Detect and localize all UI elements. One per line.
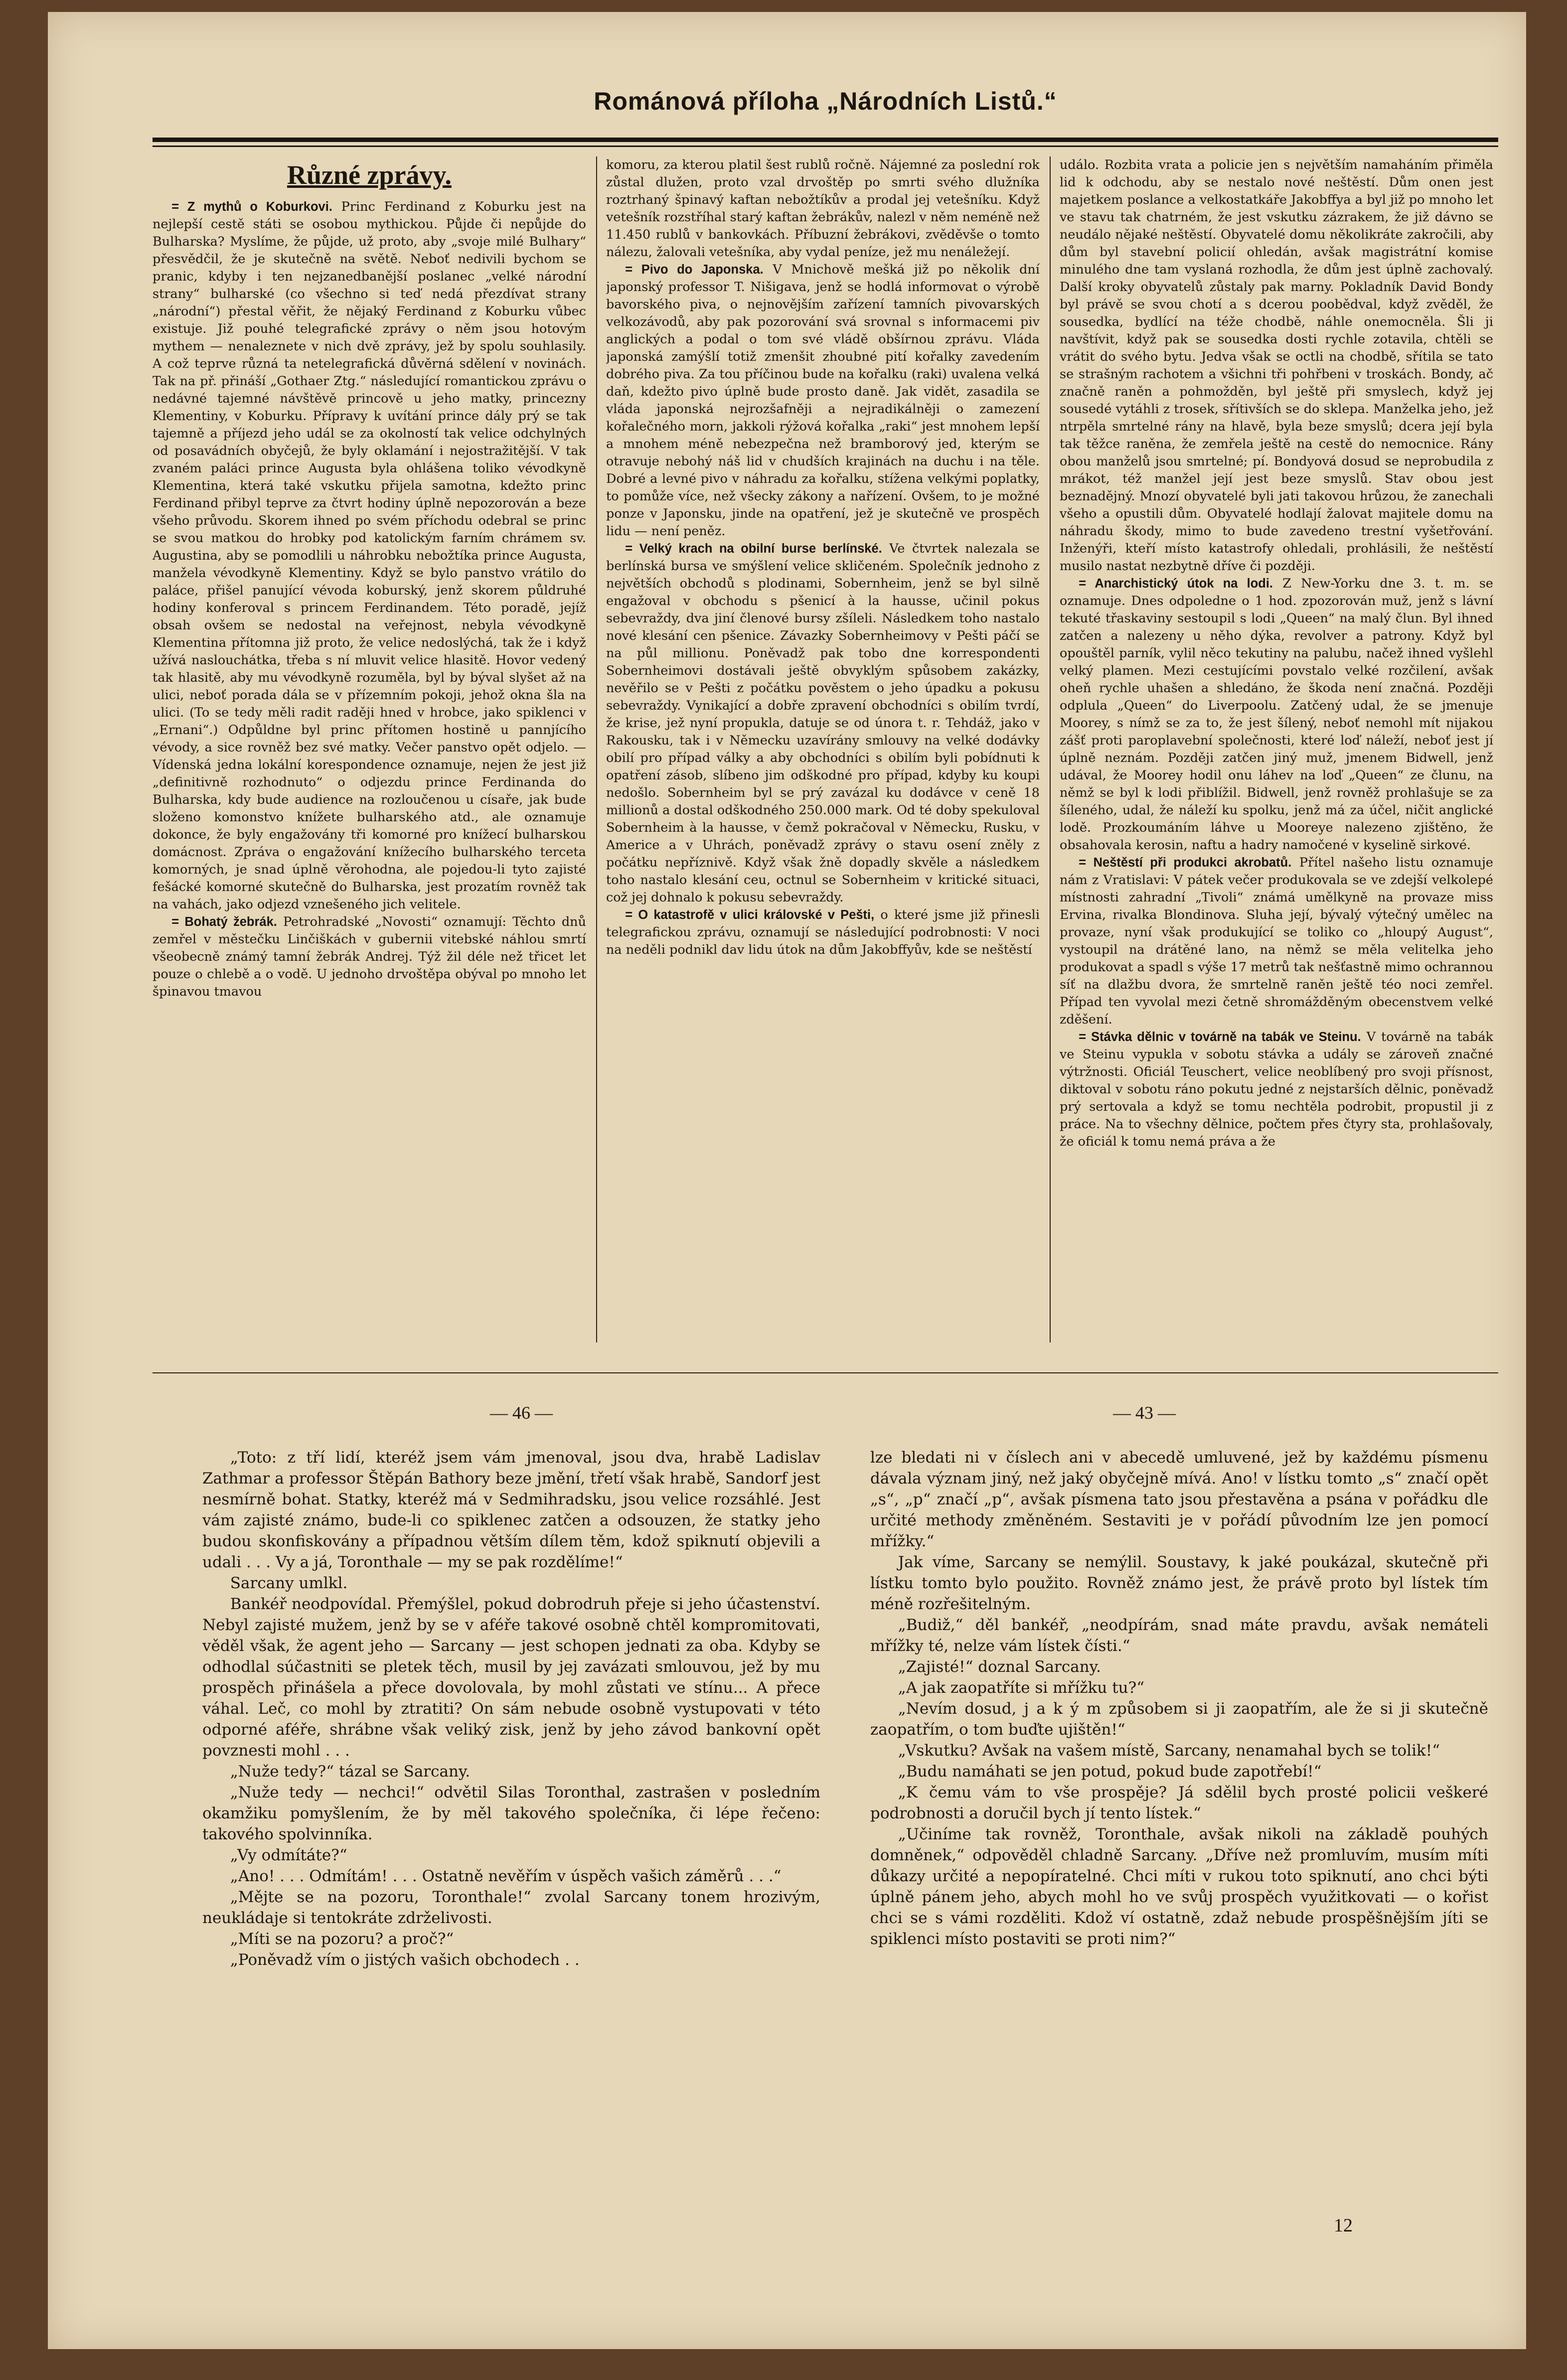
column-left bbox=[153, 156, 586, 1342]
novel-paragraph: „Míti se na pozoru? a proč?“ bbox=[230, 1930, 454, 1948]
column-divider bbox=[596, 156, 597, 1342]
column-left-body bbox=[153, 198, 586, 1001]
news-text: o které jsme již přinesli telegrafickou zprávu, oznamují se následující podrobnosti: V noci na neděli podnikl dav lidu útok na dům Jakobffyův, kde se neštěstí bbox=[606, 907, 1040, 957]
news-headline: = Velký krach na obilní burse berlínské. bbox=[625, 542, 882, 556]
news-text: Princ Ferdinand z Koburku jest na nejlepší cestě státi se osobou mythickou. Půjde či nepůjde do Bulharska? Myslíme, že půjde, už proto, aby „svoje milé Bulhary“ přesvědčil, že je skutečně na světě. Neboť nedivili bychom se pranic, kdyby i ten nejzanedbanější poslanec „velké národní strany“ bulharské (co všechno si teď nedá přezdívat strany „národní“) přestal věřit, že nějaký Ferdinand z Koburku vůbec existuje. Již pouhé telegrafické zprávy o něm jsou hotovým mythem — nenaleznete v nich dvě zprávy, jež by spolu souhlasily. A což teprve různá ta netelegrafická důvěrná sdělení v novinách. Tak na př. přináší „Gothaer Ztg.“ následující romantickou zprávu o nedávné tajemné návštěvě princově u jeho matky, princezny Klementiny, v Koburku. Přípravy k uvítání prince dály prý se tak tajemně a příjezd jeho udál se za okolností tak velice odchylných od posavádních obyčejů, že byly oklamání i nejostražitější. V tak zvaném paláci prince Augusta byla ohlášena toliko vévodkyně Klementina, která také vskutku přijela samotna, kdežto princ Ferdinand přibyl teprve za čtvrt hodiny úplně nepozorován a beze všeho průvodu. Skorem ihned po svém příchodu odebral se princ se svou matkou do hrobky pod katolickým farním chrámem sv. Augustina, aby se pomodlili u náhrobku nebožtíka prince Augusta, manžela vévodkyně Klementiny. Když se bylo panstvo vrátilo do paláce, přišel panující vévoda koburský, jenž skorem půldruhé hodiny konferoval s princem Ferdinandem. Této poradě, jejíž obsah ovšem se nedostal na veřejnost, nebyla vévodkyně Klementina přítomna již proto, že velice nedoslýchá, tak že i když užívá naslouchátka, třeba s ní mluvit velice hlasitě. Hovor vedený tak hlasitě, aby mu vévodkyně rozuměla, byl by býval slyšet až na ulici, neboť porada dála se v přízemním pokoji, jehož okna šla na ulici. (To se tedy měli radit raději hned v hrobce, jako spiklenci v „Ernani“.) Odpůldne byl princ přítomen hostině u pannjícího vévody, a sice rovněž bez své matky. Večer panstvo opět odjelo. — Vídenská jedna lokální korespondence oznamuje, nejen že jest již „definitivně rozhodnuto“ o odjezdu prince Ferdinanda do Bulharska, kdy bude audience na rozloučenou u císaře, jak bude složeno komonstvo knížete bulharského atd., ale oznamuje dokonce, že byly engažovány tři komorné pro knížecí bulharskou domácnost. Zpráva o engažování knížecího bulharského terceta komorných, je snad úplně věrohodna, ale pojedou-li tyto zajisté fešácké komorné skutečně do Bulharska, jest prozatím rovněž tak na vahách, jako odjezd vznešeného jich velitele. bbox=[153, 199, 586, 912]
novel-paragraph: lze bledati ni v číslech ani v abecedě umluvené, jež by každému písmenu dávala význam jiný, než jaký obyčejně mívá. Ano! v lístku tomto „s“ značí opět „s“, „p“ značí „p“, avšak písmena tato jsou přestavěna a psána v pořádku dle určité methody změněném. Sestaviti je v pořádí původním lze jen pomocí mřížky.“ bbox=[870, 1449, 1488, 1550]
news-headline: = Anarchistický útok na lodi. bbox=[1079, 577, 1273, 591]
column-right-body bbox=[1060, 156, 1493, 1151]
page-number-right: — 43 — bbox=[1113, 1403, 1176, 1423]
news-headline: = Z mythů o Koburkovi. bbox=[171, 200, 332, 214]
news-text: Přítel našeho listu oznamuje nám z Vratislavi: V pátek večer produkovala se ve zdejší velkolepé místnosti zahradní „Tivoli“ známá umělkyně na provaze miss Ervina, rivalka Blondinova. Sluha její, bývalý výtečný umělec na provaze, nyní však produkující se toliko co „hloupý August“, vystoupil na drátěné lano, na němž se měla velitelka jeho produkovat a spadl s výše 17 metrů tak nešťastně mimo ochrannou síť na dlažbu dvora, že smrtelně raněn ještě téo noci zemřel. Případ ten vyvolal mezi četně shromážděným obecenstvem velké zděšení. bbox=[1060, 855, 1493, 1027]
novel-paragraph: „A jak zaopatříte si mřížku tu?“ bbox=[898, 1679, 1145, 1697]
novel-paragraph: „Mějte se na pozoru, Toronthale!“ zvolal Sarcany tonem hrozivým, neukládaje si tentokráte zdrželivosti. bbox=[202, 1888, 820, 1927]
column-divider bbox=[1050, 156, 1051, 1342]
novel-paragraph: „K čemu vám to vše prospěje? Já sdělil bych prosté policii veškeré podrobnosti a doručil bych jí tento lístek.“ bbox=[870, 1784, 1488, 1822]
masthead-rule-thin bbox=[153, 146, 1498, 147]
novel-column-left bbox=[202, 1447, 820, 2225]
column-right bbox=[1060, 156, 1493, 1342]
news-paragraph bbox=[606, 540, 1040, 906]
masthead: Románová příloha „Národních Listů.“ bbox=[594, 87, 1057, 115]
novel-paragraph: „Učiníme tak rovněž, Toronthale, avšak nikoli na základě pouhých domněnek,“ odpověděl chladně Sarcany. „Dříve než promluvím, musím míti důkazy určité a nepopíratelné. Chci míti v rukou toto spiknutí, ano chci býti úplně pánem jeho, abych mohl ho ve svůj prospěch využitkovati — o kořist chci se s vámi rozděliti. Kdož ví ostatně, zdaž nebude prospěšnějším jíti se spiklenci místo postaviti se proti nim?“ bbox=[870, 1825, 1488, 1948]
news-text: V Mnichově mešká již po několik dní japonský professor T. Nišigava, jenž se hodlá informovat o výrobě bavorského piva, o nejnovějším zařízení tamních pivovarských velkozávodů, aby pak pozorování svá srovnal s informacemi piv anglických a podal o tom své vládě obšírnou zprávu. Vláda japonská zamýšlí totiž zmenšit zhoubné pití kořalky zavedením dobrého piva. Za tou příčinou bude na kořalku (raki) uvalena velká daň, kdežto pivo úplně bude prosto daně. Jak vidět, zasadila se vláda japonská nejrozšafněji a nejradikálněji o zamezení kořalečného morn, jakkoli rýžová kořalka „raki“ jest mnohem lepší a mnohem méně nebezpečna než bramborový jed, kterým se otravuje nebohý náš lid v chudších krajinách na duchu i na těle. Dobré a levné pivo v náhradu za kořalku, stížena velkými poplatky, to pomůže více, než všecky zákony a nařízení. Ovšem, to je možné ponze v Japonsku, jinde na opatření, jež je skutečně ve prospěch lidu — není peněz. bbox=[606, 262, 1040, 539]
newspaper-sheet bbox=[48, 12, 1526, 2349]
novel-column-left-body bbox=[202, 1447, 820, 1970]
news-text: událo. Rozbita vrata a policie jen s největším namaháním přiměla lid k odchodu, aby se nestalo nové neštěstí. Dům onen jest majetkem poslance a velkostatkáře Jakobffya a byl již po mnoho let ve stavu tak chatrném, že jest vskutku zázrakem, že již dávno se neudálo nějaké neštěstí. Obyvatelé domu několikráte zakročili, aby dům byl stavební policií ohledán, avšak magistrátní komise minulého dne tam vyslaná rozhodla, že dům jest úplně zachovalý. Další kroky obyvatelů zůstaly pak marny. Pokladník David Bondy byl právě se svou chotí a s dcerou poobědval, když zvěděl, že sousedka, bydlící na téže chodbě, náhle onemocněla. Šli ji navštívit, když pak se sousedka dosti rychle zotavila, chtěli se vrátit do svého bytu. Jedva však se octli na chodbě, sřítila se tato se strašným rachotem a všichni tři pohřbeni v troskách. Bondy, ač značně raněn a pohmožděn, byl ještě při smyslech, když jej sousedé vytáhli z trosek, sřítivších se do sklepa. Manželka jeho, jež ntrpěla smrtelné rány na hlavě, byla beze smyslů; dcera její byla tak těžce raněna, že zemřela ještě na cestě do nemocnice. Rány obou manželů jsou smrtelné; pí. Bondyová dosud se neprobudila z mrákot, též manžel její jest beze smyslů. Stav obou jest beznadějný. Mnozí obyvatelé byli jati takovou hrůzou, že zanechali všeho a opustili dům. Obyvatelé hodlají žalovat majitele domu na náhradu škody, mimo to bude zavedeno trestní vyšetřování. Inženýři, kteří místo katastrofy ohledali, prohlásili, že neštěstí musilo nastat nezbytně dříve či později. bbox=[1060, 157, 1493, 574]
news-text: V továrně na tabák ve Steinu vypukla v sobotu stávka a udály se zároveň značné výtržnosti. Oficiál Teuschert, velice neoblíbený pro svoji přísnost, diktoval v sobotu ráno pokutu jedné z nejstarších dělnic, poněvadž prý sertovala a když se tomu nechtěla podrobit, propustil ji z práce. Na to všechny dělnice, počtem přes čtyry sta, prohlašovaly, že oficiál k tomu nemá práva a že bbox=[1060, 1030, 1493, 1149]
news-text: Ve čtvrtek nalezala se berlínská bursa ve smýšlení velice skličeném. Společník jednoho z největších obchodů s plodinami, Sobernheim, jenž se byl silně engažoval v obchodu s pšenicí à la hausse, učinil pokus sebevraždy, dva jiní členové bursy zšíleli. Následkem toho nastalo nové klesání cen pšenice. Závazky Sobernheimovy v Pešti páčí se na půl millionu. Poněvadž pak tobo dne korrespondenti Sobernheimovi dostávali ještě obvyklým spůsobem zakázky, nevěřilo se v Pešti z počátku pověstem o jeho úpadku a pokusu sebevraždy. Vynikající a dobře zpravení obchodníci s obilím tvrdí, že krise, jež nyní propukla, datuje se od února t. r. Tehdáž, jako v Rakousku, tak i v Německu uzavírány smlouvy na velké dodávky obilí pro případ války a aby obchodníci s obilím byli pobídnuti k opatření zásob, slíbeno jim odškodné pro případ, kdyby ku koupi nedošlo. Sobernheim byl se prý zavázal ku dodávce v ceně 18 millionů a dostal odškodného 250.000 mark. Od té doby spekuloval Sobernheim à la hausse, v čemž pokračoval v Německu, Rusku, v Americe a v Uhrách, poněvadž zprávy o stavu osení zněly z počátku nepříznivě. Když však žně dopadly skvěle a následkem toho nastalo klesání ceu, octnul se Sobernheim v kritické situaci, což jej dohnalo k pokusu sebevraždy. bbox=[606, 541, 1040, 905]
novel-paragraph: Bankéř neodpovídal. Přemýšlel, pokud dobrodruh přeje si jeho účastenství. Nebyl zajisté mužem, jenž by se v aféře takové osobně chtěl kompromitovati, věděl však, že agent jeho — Sarcany — jest schopen jednati za oba. Kdyby se odhodlal súčastniti se pletek těch, musil by jej zavázati smlouvou, jež by mu prospěch přinášela a přece dovolovala, by mohl zůstati ve stínu... A přece váhal. Leč, co mohl by ztratiti? On sám nebude osobně vystupovati v této odporné aféře, shrábne však veliký zisk, jenž by jeho závod bankovní opět povznesti mohl . . . bbox=[202, 1595, 820, 1760]
news-headline: = Stávka dělnic v továrně na tabák ve Steinu. bbox=[1079, 1030, 1361, 1044]
news-paragraph bbox=[606, 156, 1040, 261]
novel-paragraph: Jak víme, Sarcany se nemýlil. Soustavy, k jaké poukázal, skutečně při lístku tomto bylo použito. Rovněž známo jest, že právě proto byl lístek tím méně rozřešitelným. bbox=[870, 1553, 1488, 1613]
sheet-number: 12 bbox=[1334, 2215, 1353, 2236]
novel-paragraph: „Vy odmítáte?“ bbox=[230, 1846, 347, 1864]
column-middle-body bbox=[606, 156, 1040, 959]
novel-paragraph: „Toto: z tří lidí, kteréž jsem vám jmenoval, jsou dva, hrabě Ladislav Zathmar a professor Štěpán Bathory beze jmění, třetí však hrabě, Sandorf jest nesmírně bohat. Statky, kteréž má v Sedmihradsku, jsou velice rozsáhlé. Jest vám zajisté známo, bude-li co spiklenec zatčen a odsouzen, že statky jeho budou skonfiskovány a případnou větším dílem těm, kdož spiknutí objevili a udali . . . Vy a já, Toronthale — my se pak rozdělíme!“ bbox=[202, 1449, 820, 1571]
novel-paragraph: „Poněvadž vím o jistých vašich obchodech . . bbox=[230, 1951, 580, 1969]
news-paragraph bbox=[153, 198, 586, 913]
news-paragraph bbox=[1060, 1029, 1493, 1151]
novel-paragraph: „Nuže tedy?“ tázal se Sarcany. bbox=[230, 1763, 470, 1781]
novel-column-right bbox=[870, 1447, 1488, 2225]
novel-paragraph: „Vskutku? Avšak na vašem místě, Sarcany, nenamahal bych se tolik!“ bbox=[898, 1742, 1440, 1760]
news-text: Petrohradské „Novosti“ oznamují: Těchto dnů zemřel v městečku Linčiškách v gubernii vitebské náhlou smrtí všeobecně známý tamní žebrák Andrej. Týž žil déle než třicet let pouze o chlebě a o vodě. U jednoho drvoštěpa obýval po mnoho let špinavou tmavou bbox=[153, 914, 586, 999]
news-paragraph bbox=[153, 913, 586, 1001]
novel-paragraph: „Budiž,“ děl bankéř, „neodpírám, snad máte pravdu, avšak nemáteli mřížky té, nelze vám lístek čísti.“ bbox=[870, 1616, 1488, 1655]
novel-paragraph: „Nuže tedy — nechci!“ odvětil Silas Toronthal, zastrašen v posledním okamžiku pomyšlením, že by měl takového společníka, či lépe řečeno: takového spolvinníka. bbox=[202, 1784, 820, 1843]
news-paragraph bbox=[606, 261, 1040, 540]
news-text: komoru, za kterou platil šest rublů ročně. Nájemné za poslední rok zůstal dlužen, proto vzal drvoštěp po smrti svého dlužníka roztrhaný špinavý kaftan nebožtíkův a prodal jej vetešníku. Když vetešník rozstříhal starý kaftan žebrákův, nalezl v něm neméně než 11.450 rublů v bankovkách. Příbuzní žebrákovi, zvěděvše o tomto nálezu, žalovali vetešníka, aby vydal peníze, jež mu nenáležejí. bbox=[606, 157, 1040, 260]
news-paragraph bbox=[1060, 575, 1493, 854]
page-number-left: — 46 — bbox=[490, 1403, 553, 1423]
masthead-rule-thick bbox=[153, 138, 1498, 142]
news-text: Z New-Yorku dne 3. t. m. se oznamuje. Dnes odpoledne o 1 hod. zpozorován muž, jenž s lávní tekuté třaskaviny sestoupil s lodi „Queen“ na malý člun. Byl ihned zatčen a nalezeny u něho dýka, revolver a patrony. Když byl opouštěl parník, vylil něco tekutiny na palubu, načež ihned vyšlehl velký plamen. Mezi cestujícími povstalo velké rozčilení, avšak oheň rychle uhašen a shledáno, že škoda není značná. Později odplula „Queen“ do Liverpoolu. Zatčený udal, že se jmenuje Moorey, s nímž se za to, že jest šílený, neboť nemohl mít nijakou zášť proti paroplavební společnosti, které loď náleží, neboť jest jí úplně neznám. Později zatčen jiný muž, jmenem Bidwell, jenž udával, že Moorey hodil onu láhev na loď „Queen“ ze člunu, na němž se byl k lodi přiblížil. Bidwell, jenž rovněž prohlašuje se za šíleného, udal, že náleží ku spolku, jenž má za účel, ničit anglické lodě. Prozkoumáním láhve u Mooreye nalezeno zjištěno, že obsahovala kerosin, naftu a hadry namočené v kyselině sirkové. bbox=[1060, 576, 1493, 853]
news-headline: = Bohatý žebrák. bbox=[171, 915, 277, 929]
novel-paragraph: „Budu namáhati se jen potud, pokud bude zapotřebí!“ bbox=[898, 1763, 1322, 1781]
novel-paragraph: Sarcany umlkl. bbox=[230, 1574, 348, 1592]
news-headline: = Pivo do Japonska. bbox=[625, 263, 764, 277]
news-headline: = Neštěstí při produkci akrobatů. bbox=[1079, 856, 1292, 870]
fold-rule bbox=[153, 1372, 1498, 1373]
novel-paragraph: „Nevím dosud, j a k ý m způsobem si ji zaopatřím, ale že si ji skutečně zaopatřím, o tom buďte ujištěn!“ bbox=[870, 1700, 1488, 1739]
novel-column-right-body bbox=[870, 1447, 1488, 1949]
news-paragraph bbox=[1060, 156, 1493, 575]
news-paragraph bbox=[606, 906, 1040, 959]
column-middle bbox=[606, 156, 1040, 1342]
novel-paragraph: „Zajisté!“ doznal Sarcany. bbox=[898, 1658, 1101, 1676]
novel-paragraph: „Ano! . . . Odmítám! . . . Ostatně nevěřím v úspěch vašich záměrů . . .“ bbox=[230, 1867, 782, 1885]
news-paragraph bbox=[1060, 854, 1493, 1029]
news-headline: = O katastrofě v ulici královské v Pešti, bbox=[625, 908, 875, 922]
section-title: Různé zprávy. bbox=[287, 160, 452, 190]
